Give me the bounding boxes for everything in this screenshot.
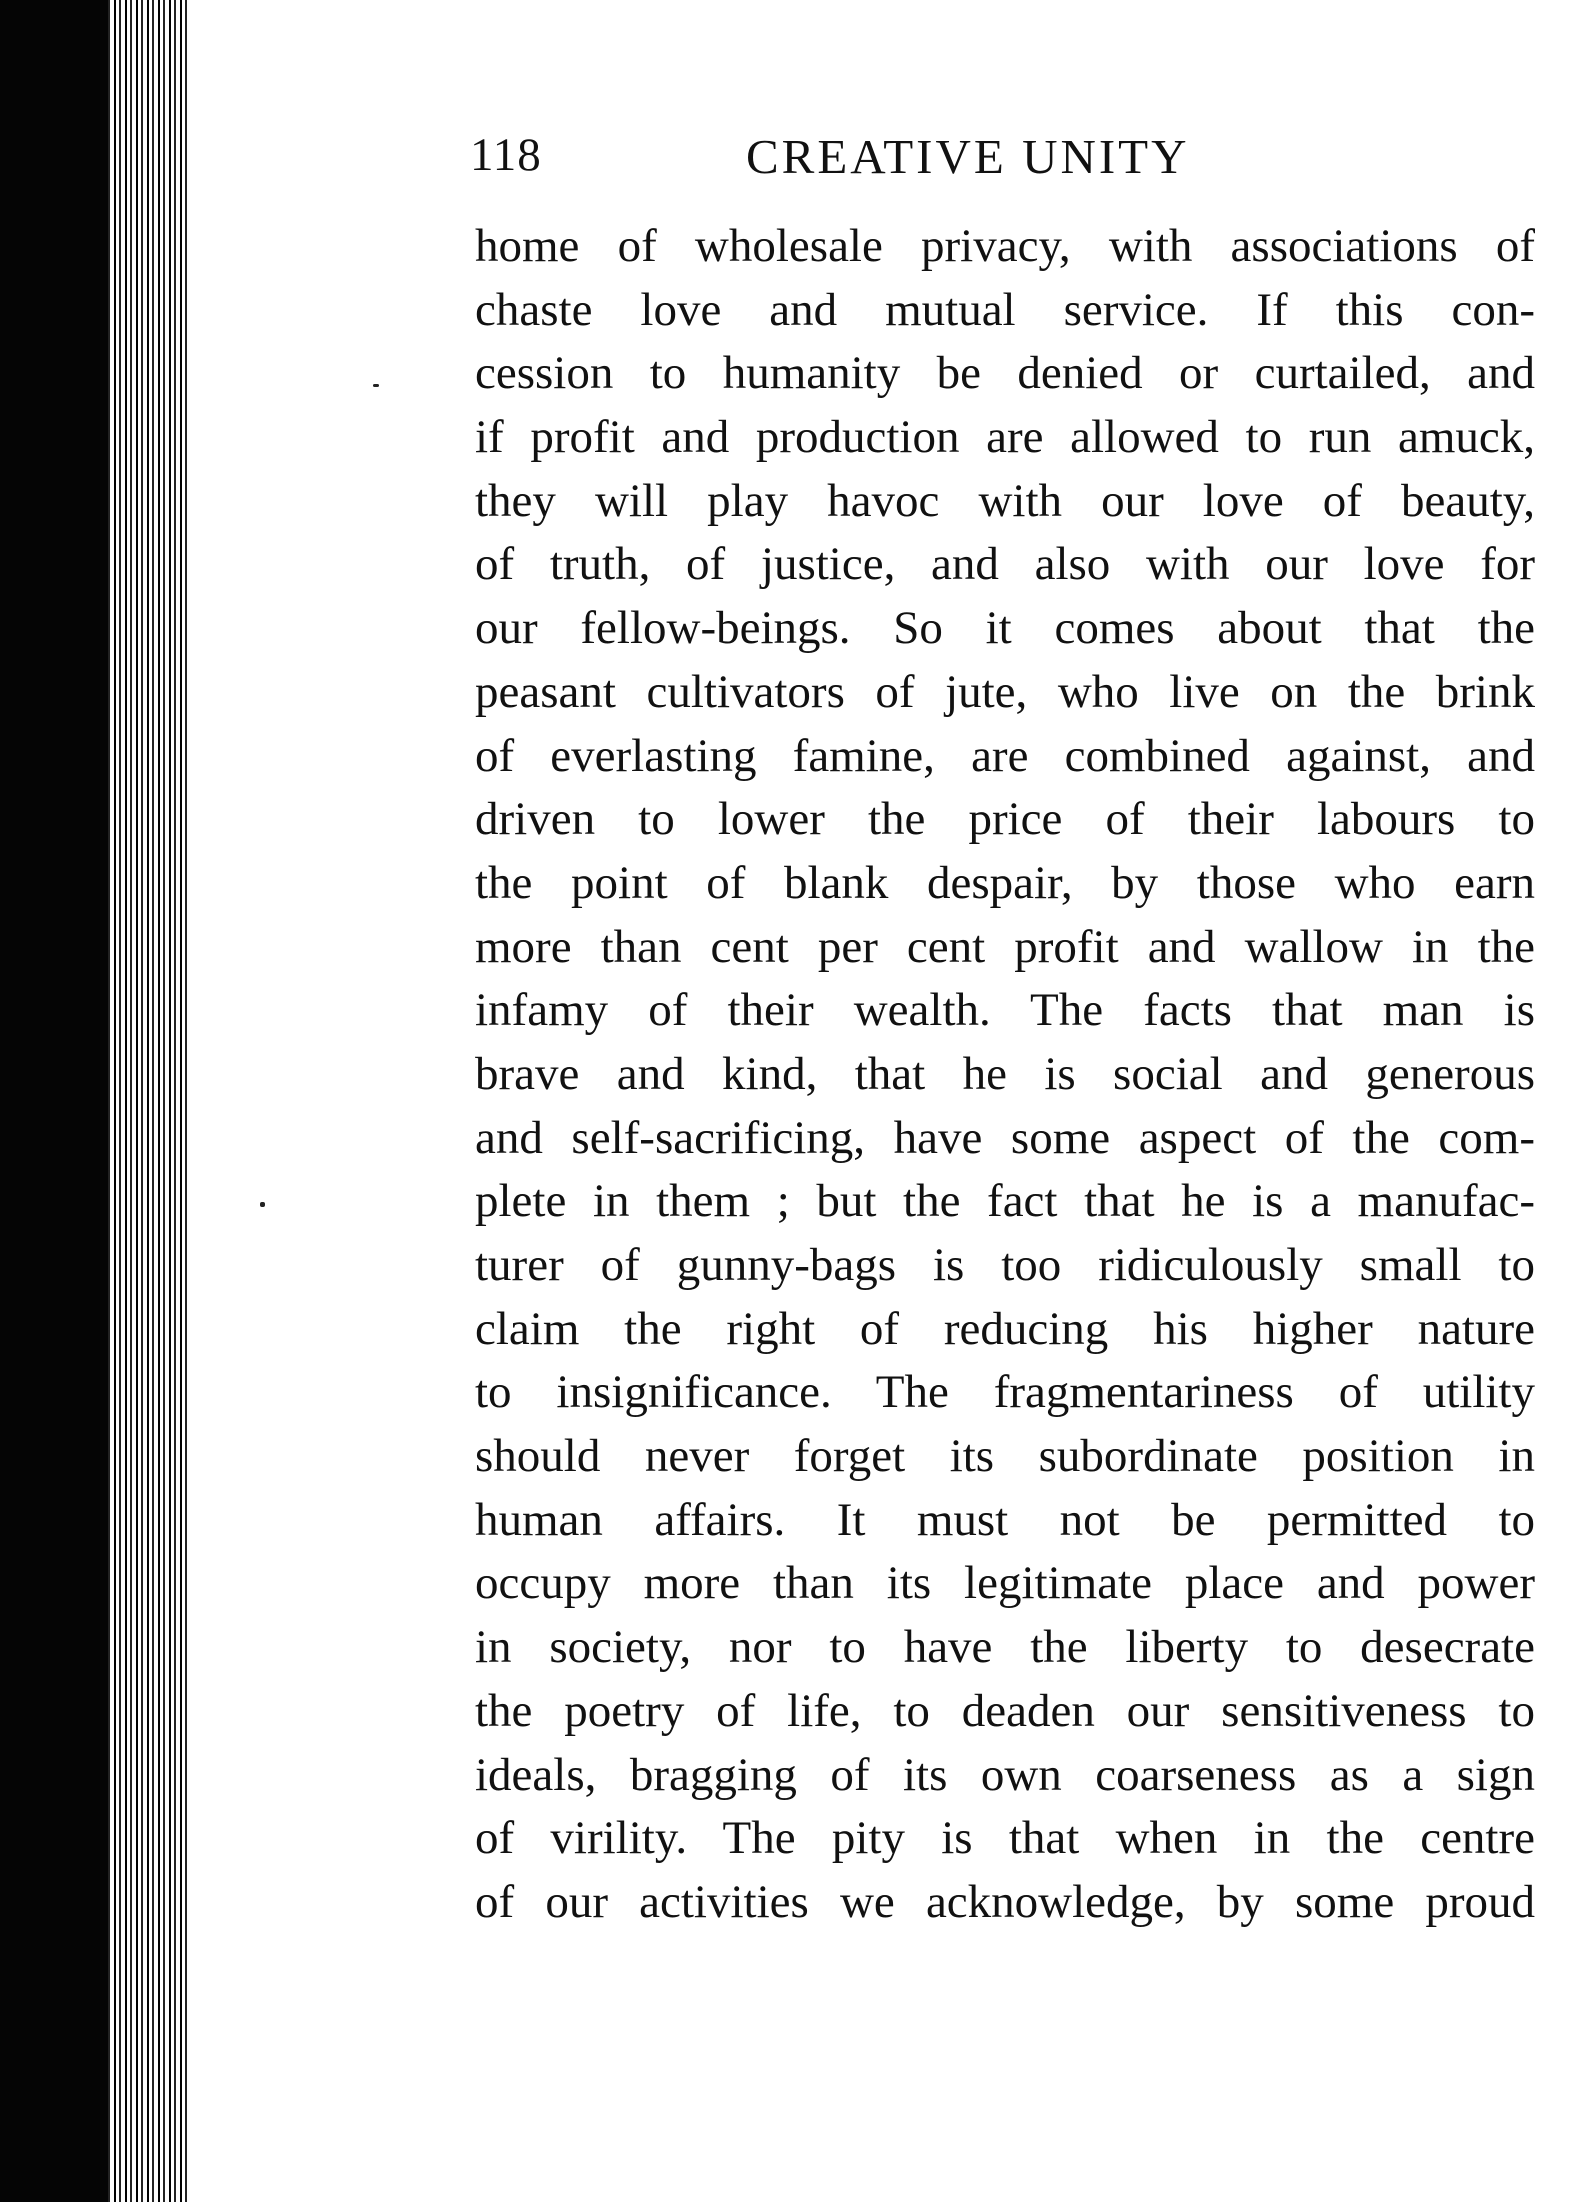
text-line: more than cent per cent profit and wallow in the	[475, 920, 1535, 973]
text-line: human affairs. It must not be permitted to	[475, 1493, 1535, 1546]
text-line: they will play havoc with our love of beauty,	[475, 474, 1535, 527]
text-line: home of wholesale privacy, with associations of	[475, 220, 1535, 272]
binding-edge-lines	[108, 0, 190, 2202]
binding-shadow	[0, 0, 108, 2202]
scan-speck	[373, 384, 379, 387]
text-line: cession to humanity be denied or curtailed, and	[475, 347, 1535, 400]
text-line: driven to lower the price of their labours to	[475, 793, 1535, 846]
text-line: to insignificance. The fragmentariness of utility	[475, 1366, 1535, 1419]
text-line: of truth, of justice, and also with our love for	[475, 538, 1535, 591]
text-line: occupy more than its legitimate place and power	[475, 1557, 1535, 1610]
text-line: our fellow-beings. So it comes about that the	[475, 602, 1535, 655]
text-line: peasant cultivators of jute, who live on the brink	[475, 665, 1535, 718]
text-line: the point of blank despair, by those who earn	[475, 856, 1535, 909]
text-line: infamy of their wealth. The facts that man is	[475, 984, 1535, 1037]
book-binding-gutter	[0, 0, 190, 2202]
page-number: 118	[470, 129, 542, 181]
text-line: and self-sacrificing, have some aspect of the com-	[475, 1111, 1535, 1164]
text-line: ideals, bragging of its own coarseness as a sign	[475, 1748, 1535, 1801]
text-line: the poetry of life, to deaden our sensitiveness to	[475, 1684, 1535, 1737]
text-line: in society, nor to have the liberty to desecrate	[475, 1621, 1535, 1674]
text-line: of our activities we acknowledge, by some proud	[475, 1875, 1535, 1928]
text-line: claim the right of reducing his higher nature	[475, 1302, 1535, 1355]
page-header	[470, 128, 1530, 188]
body-text	[475, 215, 1535, 1935]
text-line: turer of gunny-bags is too ridiculously small to	[475, 1239, 1535, 1291]
running-title: CREATIVE UNITY	[746, 129, 1190, 184]
text-line: of everlasting famine, are combined against, and	[475, 729, 1535, 782]
text-line: brave and kind, that he is social and generous	[475, 1047, 1535, 1100]
text-line: chaste love and mutual service. If this con-	[475, 283, 1535, 336]
text-line: plete in them ; but the fact that he is a manufac-	[475, 1175, 1535, 1228]
text-line: if profit and production are allowed to run amuck,	[475, 411, 1535, 464]
scan-speck	[260, 1202, 265, 1207]
text-line: of virility. The pity is that when in the centre	[475, 1812, 1535, 1865]
text-line: should never forget its subordinate position in	[475, 1430, 1535, 1483]
